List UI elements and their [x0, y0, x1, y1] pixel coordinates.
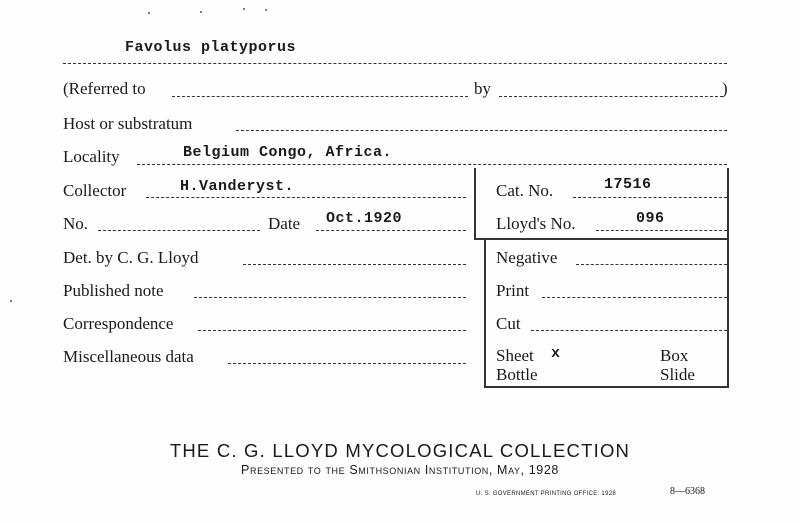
box-divider: [474, 238, 729, 240]
top-rule: [63, 63, 727, 64]
correspondence-line: [198, 330, 466, 331]
published-line: [194, 297, 466, 298]
collector-label: Collector: [63, 181, 127, 200]
cat-no-label: Cat. No.: [496, 181, 554, 200]
collection-title: THE C. G. LLOYD MYCOLOGICAL COLLECTION: [169, 440, 631, 461]
scan-speck: [148, 12, 150, 14]
lloyds-no-value: 096: [636, 210, 665, 227]
locality-label: Locality: [63, 147, 120, 166]
date-line: [316, 230, 466, 231]
scan-speck: [200, 11, 202, 13]
cut-label: Cut: [496, 314, 521, 333]
negative-label: Negative: [496, 248, 558, 267]
misc-label: Miscellaneous data: [63, 347, 194, 366]
by-line: [499, 96, 723, 97]
form-number: 8—6368: [670, 486, 705, 497]
box-left-border-lower: [484, 238, 486, 386]
misc-line: [228, 363, 466, 364]
lloyds-no-line: [596, 230, 727, 231]
published-label: Published note: [63, 281, 164, 300]
collector-line: [146, 197, 466, 198]
host-line: [236, 130, 727, 131]
box-bottom-border: [484, 386, 729, 388]
slide-label: Slide: [660, 365, 695, 384]
locality-value: Belgium Congo, Africa.: [183, 144, 393, 161]
no-label: No.: [63, 214, 89, 233]
cat-no-value: 17516: [604, 176, 652, 193]
referred-to-line: [172, 96, 468, 97]
scan-speck: [265, 9, 267, 11]
det-label: Det. by C. G. Lloyd: [63, 248, 199, 267]
det-line: [243, 264, 466, 265]
date-label: Date: [268, 214, 301, 233]
cat-no-line: [573, 197, 727, 198]
sheet-mark: x: [551, 345, 561, 362]
box-label: Box: [660, 346, 689, 365]
print-label: Print: [496, 281, 530, 300]
lloyds-no-label: Lloyd's No.: [496, 214, 576, 233]
print-line: [542, 297, 727, 298]
no-line: [98, 230, 260, 231]
host-label: Host or substratum: [63, 114, 193, 133]
cut-line: [531, 330, 727, 331]
box-right-border: [727, 168, 729, 386]
box-left-border-upper: [474, 168, 476, 238]
negative-line: [576, 264, 727, 265]
correspondence-label: Correspondence: [63, 314, 174, 333]
date-value: Oct.1920: [326, 210, 403, 227]
scan-speck: [10, 300, 12, 302]
locality-line: [137, 164, 727, 165]
species-name: Favolus platyporus: [125, 39, 297, 56]
collector-value: H.Vanderyst.: [180, 178, 295, 195]
sheet-label: Sheet: [496, 346, 534, 365]
close-paren: ): [722, 79, 728, 98]
collection-subtitle: Presented to the Smithsonian Institution, May, 1928: [241, 463, 559, 477]
printing-office: U. S. GOVERNMENT PRINTING OFFICE: 1928: [476, 491, 616, 497]
by-label: by: [474, 79, 491, 98]
scan-speck: [243, 8, 245, 10]
referred-to-label: (Referred to: [63, 79, 146, 98]
bottle-label: Bottle: [496, 365, 538, 384]
